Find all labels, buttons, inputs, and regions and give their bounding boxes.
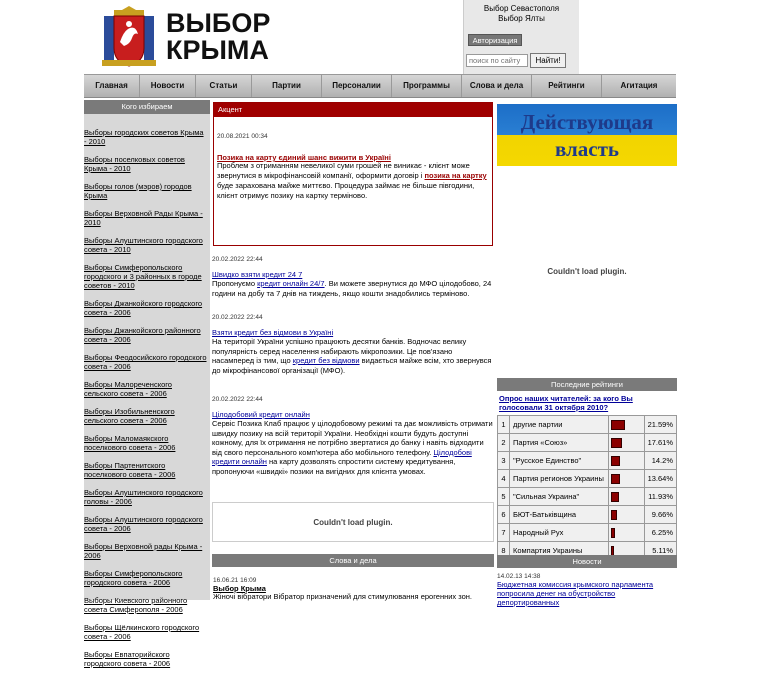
news-text-part: видається майже всім, хто звернувся до мікрофінансової організації (МФО). [212, 356, 492, 375]
election-link[interactable]: Выборы Феодосийского городского совета - 2006 [84, 353, 207, 371]
accent-box [213, 102, 493, 246]
banner-line2: власть [554, 137, 620, 161]
news-text-part: Пропонуємо [212, 279, 258, 288]
poll-row [498, 524, 677, 542]
poll-bar-fill [611, 528, 615, 538]
nav-news[interactable]: Новости [140, 75, 196, 97]
crimea-coat-of-arms-icon [100, 4, 158, 68]
poll-row-number: 6 [498, 506, 510, 524]
poll-bar-fill [611, 456, 620, 466]
site-logo[interactable] [100, 4, 300, 68]
election-link[interactable]: Выборы Киевского районного совета Симферополя - 2006 [84, 596, 188, 614]
search-input[interactable] [466, 54, 528, 67]
accent-text-part: буде зарахована майже миттєво. Процедура займає не більше півгодини, клієнт отримує позику на картку терміново. [217, 181, 475, 200]
election-link[interactable]: Выборы Алуштинского городского совета - 2006 [84, 515, 203, 533]
news-title-link[interactable]: Швидко взяти кредит 24 7 [212, 270, 303, 279]
poll-row [498, 470, 677, 488]
poll-row [498, 506, 677, 524]
poll-bar-fill [611, 492, 619, 502]
poll-row-party: Партия регионов Украины [509, 470, 608, 488]
poll-row-bar-cell [608, 416, 644, 434]
news-item [212, 396, 494, 476]
election-link[interactable]: Выборы Малореченского сельского совета - 2006 [84, 380, 172, 398]
nav-agitation[interactable]: Агитация [620, 81, 658, 90]
nav-words-deeds[interactable]: Слова и дела [462, 75, 532, 97]
poll-row-percent: 13.64% [644, 470, 676, 488]
election-link[interactable]: Выборы городских советов Крыма - 2010 [84, 128, 204, 146]
link-yalta[interactable]: Выбор Ялты [498, 14, 545, 23]
accent-date: 20.08.2021 00:34 [217, 133, 268, 140]
election-link[interactable]: Выборы Верховной рады Крыма - 2006 [84, 542, 203, 560]
news-date: 20.02.2022 22:44 [212, 314, 263, 321]
left-sidebar [84, 100, 210, 668]
poll-row [498, 488, 677, 506]
news-text [212, 337, 494, 375]
site-title-line2: КРЫМА [166, 35, 269, 65]
news-date: 20.02.2022 22:44 [212, 256, 263, 263]
poll-bar-fill [611, 474, 620, 484]
poll-row-number: 7 [498, 524, 510, 542]
nav-programs[interactable]: Программы [392, 75, 462, 97]
poll-bar-fill [611, 438, 622, 448]
words-deeds-heading: Слова и дела [212, 554, 494, 567]
current-power-banner[interactable] [497, 104, 677, 166]
nav-parties[interactable]: Партии [252, 75, 322, 97]
poll-row-party: БЮТ-Батьківщина [509, 506, 608, 524]
election-link[interactable]: Выборы Партенитского поселкового совета - 2006 [84, 461, 176, 479]
election-link[interactable]: Выборы поселковых советов Крыма - 2010 [84, 155, 185, 173]
poll-title-link[interactable]: Опрос наших читателей: за кого Вы голосовали 31 октября 2010? [499, 394, 633, 412]
nav-ratings[interactable]: Рейтинги [532, 75, 602, 97]
ratings-heading: Последние рейтинги [497, 378, 677, 391]
news-text-part: на карту дозволять спростити систему кредитування, пропонуючи «швидкі» позики на вигідних для клієнта умовах. [212, 457, 456, 476]
plugin-placeholder-center: Couldn't load plugin. [212, 502, 494, 542]
accent-text [217, 161, 489, 201]
accent-text-part: Проблем з отриманням невеликої суми грошей не виникає - клієнт може звернутися в мікрофінансовій компанії, оформити договір і [217, 161, 470, 180]
poll-row-party: "Сильная Украина" [509, 488, 608, 506]
news-text-part: Сервіс Позика Клаб працює у цілодобовому режимі та дає можливість отримати швидку позику на всій території України. Необхідні кошти будуть доступні кожному, для їх отримання не потрібно звертатися до банку і навіть відходити від свого персонального комп'ютера або мобільного телефону. [212, 419, 493, 457]
poll-bar-fill [611, 546, 614, 556]
nav-articles[interactable]: Статьи [196, 75, 252, 97]
plugin-placeholder-right: Couldn't load plugin. [547, 267, 627, 276]
election-link[interactable]: Выборы Алуштинского городского головы - 2006 [84, 488, 203, 506]
news-date: 14.02.13 14:38 [497, 573, 541, 580]
accent-inline-link[interactable]: позика на картку [424, 171, 487, 180]
poll-row-number: 3 [498, 452, 510, 470]
news-text [212, 279, 494, 298]
link-sevastopol[interactable]: Выбор Севастополя [483, 4, 560, 13]
poll-row-party: "Русское Единство" [509, 452, 608, 470]
poll-row-percent: 17.61% [644, 434, 676, 452]
left-sidebar-heading: Кого избираем [84, 100, 210, 114]
main-nav [84, 74, 676, 98]
news-inline-link[interactable]: кредит без відмови [292, 356, 360, 365]
election-link[interactable]: Выборы Джанкойского городского совета - 2006 [84, 299, 203, 317]
news-text-part: На території України успішно працюють десятки банків. Водночас велику популярність серед населення набирають мікропозики. Це пов'язано насамперед із тим, що [212, 337, 467, 365]
news-text-part: . Ви можете звернутися до МФО цілодобово, 24 години на добу та 7 днів на тиждень, якщо кошти знадобились терміново. [212, 279, 492, 298]
poll-row-number: 5 [498, 488, 510, 506]
accent-heading: Акцент [214, 103, 492, 117]
poll-row-bar-cell [608, 434, 644, 452]
news-title-link[interactable]: Цілодобовий кредит онлайн [212, 410, 310, 419]
news-text [212, 419, 494, 476]
nav-persons[interactable]: Персоналии [322, 75, 392, 97]
words-deeds-date: 16.06.21 16:09 [213, 577, 257, 584]
news-inline-link[interactable]: кредит онлайн 24/7 [257, 279, 325, 288]
poll-row-bar-cell [608, 506, 644, 524]
election-list [84, 128, 208, 677]
news-date: 20.02.2022 22:44 [212, 396, 263, 403]
election-link[interactable]: Выборы Евпаторийского городского совета - 2006 [84, 650, 171, 668]
poll-row-number: 1 [498, 416, 510, 434]
election-link[interactable]: Выборы Симферопольского городского совета - 2006 [84, 569, 183, 587]
news-headline-link[interactable]: Бюджетная комиссия крымского парламента попросила денег на обустройство депортированных [497, 580, 654, 607]
election-link[interactable]: Выборы Алуштинского городского совета - 2010 [84, 236, 203, 254]
poll-row-bar-cell [608, 452, 644, 470]
poll-row-number: 4 [498, 470, 510, 488]
poll-row-percent: 6.25% [644, 524, 676, 542]
news-item [212, 314, 494, 375]
poll-row-party: Партия «Союз» [509, 434, 608, 452]
poll-results-table [497, 415, 677, 560]
election-link[interactable]: Выборы Маломаякского поселкового совета - 2006 [84, 434, 176, 452]
poll-row-party: другие партии [509, 416, 608, 434]
banner-line1: Действующая [520, 110, 654, 134]
news-title-link[interactable]: Взяти кредит без відмови в Україні [212, 328, 334, 337]
election-link[interactable]: Выборы Верховной Рады Крыма - 2010 [84, 209, 203, 227]
election-link[interactable]: Выборы Изобильненского сельского совета - 2006 [84, 407, 175, 425]
accent-title-link[interactable]: Позика на карту єдиний шанс вижити в Україні [217, 153, 391, 162]
poll-row-percent: 14.2% [644, 452, 676, 470]
poll-row [498, 434, 677, 452]
poll-row-bar-cell [608, 488, 644, 506]
election-link[interactable]: Выборы Симферопольского городского и 3 районных в городе советов - 2010 [84, 263, 202, 290]
news-heading: Новости [497, 555, 677, 568]
poll-row-percent: 21.59% [644, 416, 676, 434]
election-link[interactable]: Выборы голов (мэров) городов Крыма [84, 182, 192, 200]
header-right-panel [463, 0, 579, 74]
poll-row-bar-cell [608, 524, 644, 542]
news-item [212, 256, 494, 298]
poll-row-number: 2 [498, 434, 510, 452]
poll-row-percent: 9.66% [644, 506, 676, 524]
site-title [166, 10, 270, 64]
site-title-line1: ВЫБОР [166, 8, 271, 38]
poll-row-percent: 11.93% [644, 488, 676, 506]
search-button[interactable]: Найти! [530, 53, 566, 68]
poll-row-number: 8 [498, 542, 510, 560]
election-link[interactable]: Выборы Щёлкинского городского совета - 2006 [84, 623, 200, 641]
news-inline-link[interactable]: Цілодобові кредити онлайн [212, 447, 472, 466]
poll-row-bar-cell [608, 470, 644, 488]
nav-home[interactable]: Главная [84, 75, 140, 97]
poll-row [498, 416, 677, 434]
poll-row-party: Компартия Украины [509, 542, 608, 560]
words-deeds-title-link[interactable]: Выбор Крыма [213, 584, 266, 593]
poll-bar-fill [611, 510, 617, 520]
election-link[interactable]: Выборы Джанкойского районного совета - 2006 [84, 326, 201, 344]
poll-row-party: Народный Рух [509, 524, 608, 542]
poll-row [498, 452, 677, 470]
auth-button[interactable]: Авторизация [468, 34, 522, 46]
poll-bar-fill [611, 420, 625, 430]
words-deeds-text: Жіночі вібратори Вібратор призначений для стимулювання ерогенних зон. [213, 592, 473, 601]
poll-row-percent: 5.11% [644, 542, 676, 560]
